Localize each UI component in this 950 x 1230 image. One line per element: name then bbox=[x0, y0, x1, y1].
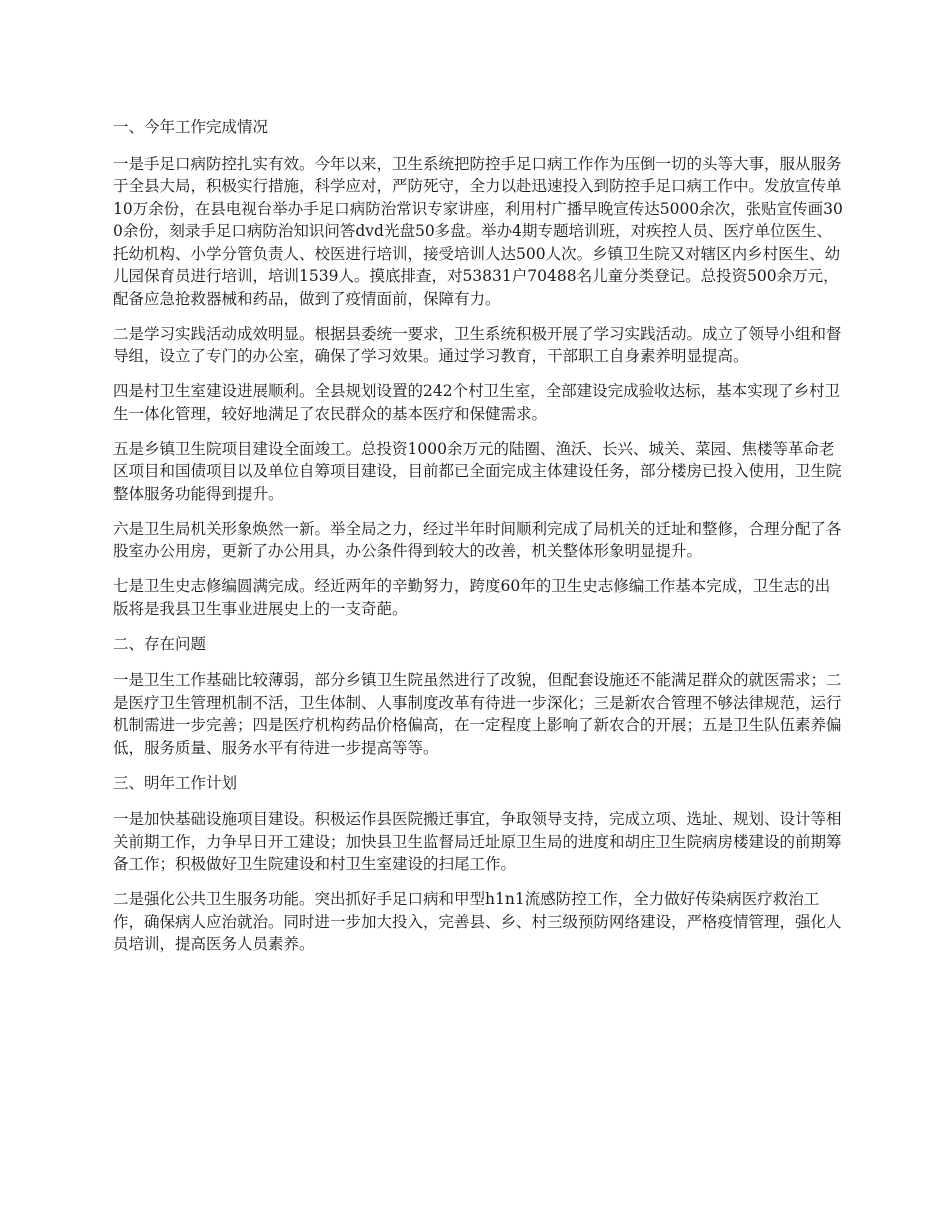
paragraph: 二是学习实践活动成效明显。根据县委统一要求，卫生系统积极开展了学习实践活动。成立了领导小组和督导组，设立了专门的办公室，确保了学习效果。通过学习教育，干部职工自身素养明显提高。 bbox=[113, 324, 842, 365]
document-page bbox=[113, 116, 843, 968]
paragraph: 一是加快基础设施项目建设。积极运作县医院搬迁事宜，争取领导支持，完成立项、选址、规划、设计等相关前期工作，力争早日开工建设；加快县卫生监督局迁址原卫生局的进度和胡庄卫生院病房楼建设的前期筹备工作；积极做好卫生院建设和村卫生室建设的扫尾工作。 bbox=[113, 810, 842, 873]
section-heading: 一、今年工作完成情况 bbox=[113, 118, 269, 136]
paragraph: 四是村卫生室建设进展顺利。全县规划设置的242个村卫生室，全部建设完成验收达标，基本实现了乡村卫生一体化管理，较好地满足了农民群众的基本医疗和保健需求。 bbox=[113, 382, 841, 423]
section-existing-problems bbox=[113, 633, 843, 760]
section-completed-work bbox=[113, 116, 843, 620]
paragraph: 一是卫生工作基础比较薄弱，部分乡镇卫生院虽然进行了改貌，但配套设施还不能满足群众的就医需求；二是医疗卫生管理机制不活，卫生体制、人事制度改革有待进一步深化；三是新农合管理不够法律规范，运行机制需进一步完善；四是医疗机构药品价格偏高，在一定程度上影响了新农合的开展；五是卫生队伍素养偏低，服务质量、服务水平有待进一步提高等等。 bbox=[113, 671, 842, 757]
paragraph: 二是强化公共卫生服务功能。突出抓好手足口病和甲型h1n1流感防控工作，全力做好传染病医疗救治工作，确保病人应治就治。同时进一步加大投入，完善县、乡、村三级预防网络建设，严格疫情管理，强化人员培训，提高医务人员素养。 bbox=[113, 890, 842, 953]
section-heading: 三、明年工作计划 bbox=[113, 773, 238, 792]
paragraph: 一是手足口病防控扎实有效。今年以来，卫生系统把防控手足口病工作作为压倒一切的头等大事，服从服务于全县大局，积极实行措施，科学应对，严防死守，全力以赴迅速投入到防控手足口病工作中。发放宣传单10万余份，在县电视台举办手足口病防治常识专家讲座，利用村广播早晚宣传达5000余次，张贴宣传画300余份，刻录手足口病防治知识问答dvd光盘50多盘。举办4期专题培训班，对疾控人员、医疗单位医生、托幼机构、小学分管负责人、校医进行培训，接受培训人达500人次。乡镇卫生院又对辖区内乡村医生、幼儿园保育员进行培训，培训1539人。摸底排查，对53831户70488名儿童分类登记。总投资500余万元，配备应急抢救器械和药品，做到了疫情面前，保障有力。 bbox=[113, 154, 843, 308]
paragraph: 五是乡镇卫生院项目建设全面竣工。总投资1000余万元的陆圈、渔沃、长兴、城关、菜园、焦楼等革命老区项目和国债项目以及单位自筹项目建设，目前都已全面完成主体建设任务，部分楼房已投入使用，卫生院整体服务功能得到提升。 bbox=[113, 439, 842, 503]
paragraph: 六是卫生局机关形象焕然一新。举全局之力，经过半年时间顺利完成了局机关的迁址和整修，合理分配了各股室办公用房，更新了办公用具，办公条件得到较大的改善，机关整体形象明显提升。 bbox=[113, 519, 842, 560]
section-next-year-plan bbox=[113, 772, 843, 956]
paragraph: 七是卫生史志修编圆满完成。经近两年的辛勤努力，跨度60年的卫生史志修编工作基本完成，卫生志的出版将是我县卫生事业进展史上的一支奇葩。 bbox=[113, 577, 831, 618]
section-heading: 二、存在问题 bbox=[113, 634, 207, 653]
